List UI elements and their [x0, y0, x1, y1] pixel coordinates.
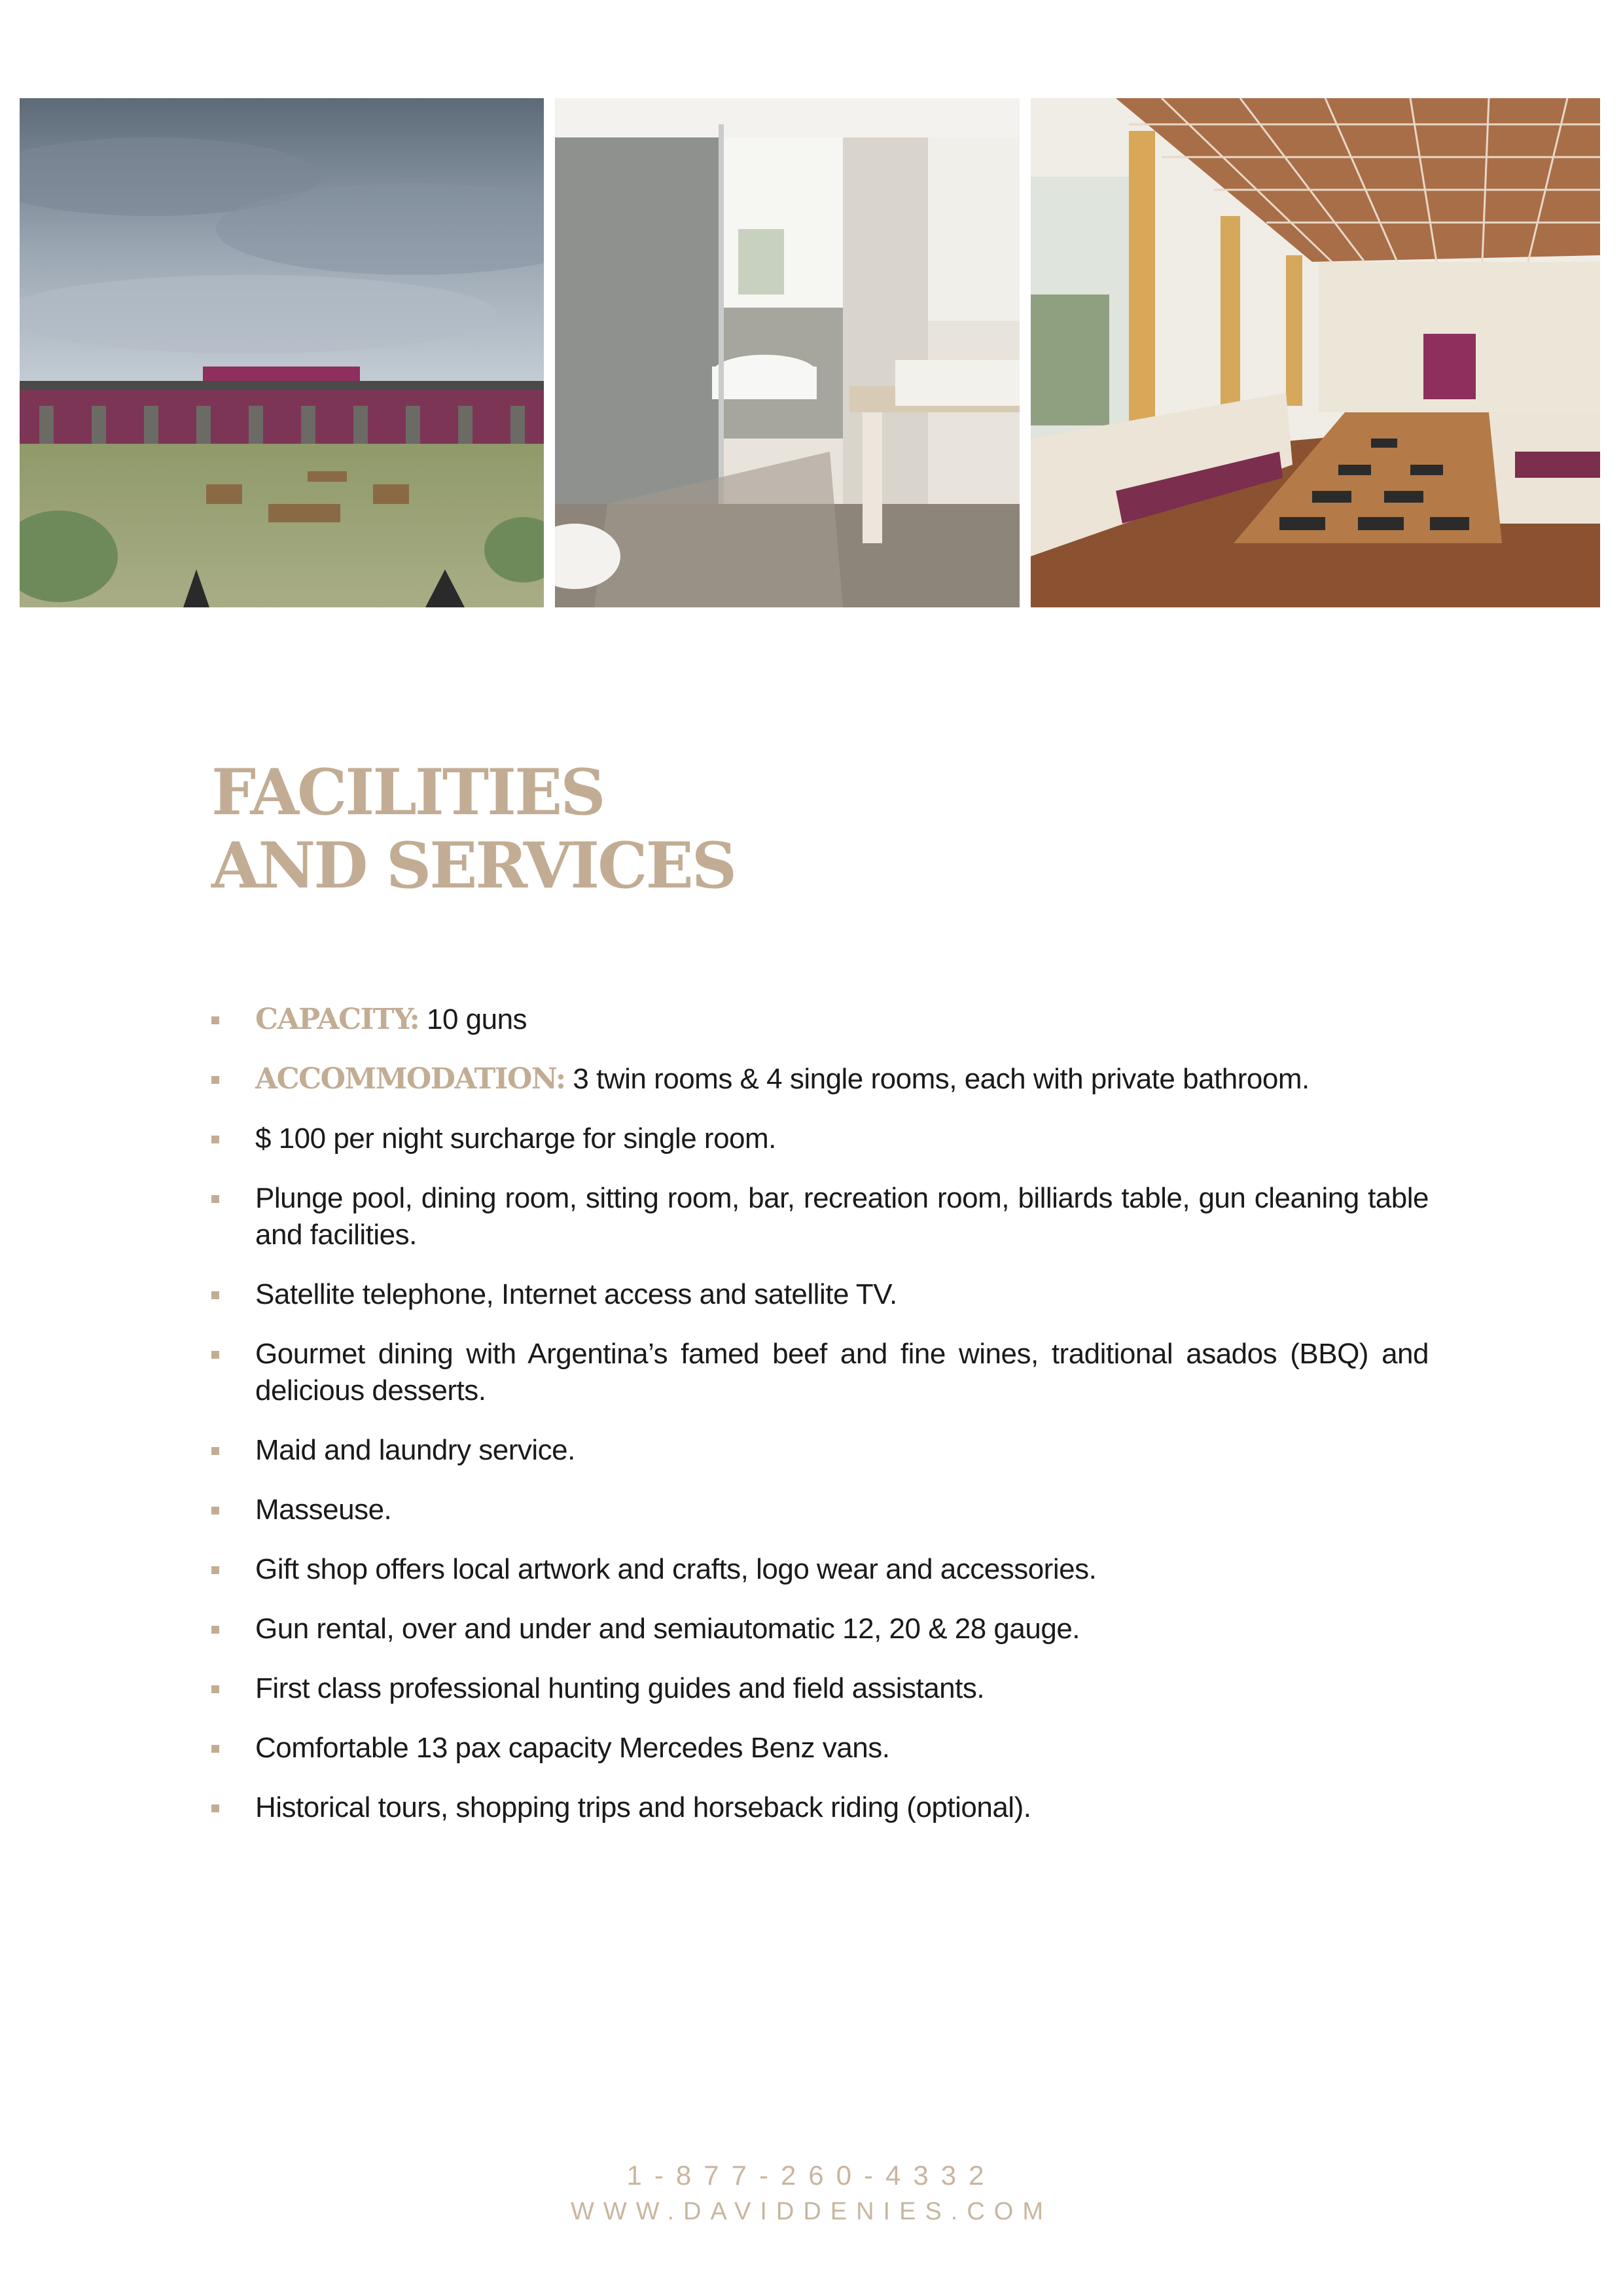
list-item	[211, 1789, 1429, 1826]
list-item	[211, 1336, 1429, 1409]
page-title	[211, 756, 735, 903]
bullet-icon	[211, 1136, 219, 1143]
feature-text: Gun rental, over and under and semiautomatic 12, 20 & 28 gauge.	[255, 1613, 1080, 1645]
bullet-icon	[211, 1076, 219, 1084]
feature-text: $ 100 per night surcharge for single room.	[255, 1122, 776, 1155]
photo-lodge-courtyard	[20, 98, 544, 607]
feature-text: Gift shop offers local artwork and crafts, logo wear and accessories.	[255, 1553, 1097, 1585]
photo-living-room	[1031, 98, 1600, 607]
list-item	[211, 1611, 1429, 1647]
photo-bathroom	[555, 98, 1020, 607]
bullet-icon	[211, 1507, 219, 1515]
features-list	[211, 1001, 1429, 1849]
feature-text: Plunge pool, dining room, sitting room, bar, recreation room, billiards table, gun cleaning table and facilities.	[255, 1182, 1429, 1251]
feature-text: Historical tours, shopping trips and horseback riding (optional).	[255, 1791, 1031, 1823]
list-item	[211, 1492, 1429, 1528]
bullet-icon	[211, 1291, 219, 1299]
bullet-icon	[211, 1804, 219, 1812]
feature-text: 3 twin rooms & 4 single rooms, each with private bathroom.	[565, 1063, 1310, 1095]
feature-text: Maid and laundry service.	[255, 1434, 575, 1466]
bullet-icon	[211, 1745, 219, 1753]
list-item	[211, 1551, 1429, 1588]
list-item	[211, 1180, 1429, 1253]
feature-text: Comfortable 13 pax capacity Mercedes Benz vans.	[255, 1732, 890, 1764]
feature-text: Gourmet dining with Argentina’s famed beef and fine wines, traditional asados (BBQ) and delicious desserts.	[255, 1338, 1429, 1407]
list-item	[211, 1121, 1429, 1157]
feature-text: 10 guns	[419, 1003, 527, 1035]
bullet-icon	[211, 1626, 219, 1634]
list-item	[211, 1276, 1429, 1313]
title-line-1: FACILITIES	[211, 755, 604, 829]
bullet-icon	[211, 1195, 219, 1203]
feature-text: Satellite telephone, Internet access and satellite TV.	[255, 1278, 897, 1310]
bullet-icon	[211, 1447, 219, 1455]
feature-label: CAPACITY:	[255, 1003, 419, 1036]
bullet-icon	[211, 1016, 219, 1024]
feature-text: Masseuse.	[255, 1494, 392, 1526]
feature-text: First class professional hunting guides and field assistants.	[255, 1672, 985, 1704]
title-line-2: AND SERVICES	[211, 829, 736, 903]
bullet-icon	[211, 1566, 219, 1574]
bullet-icon	[211, 1351, 219, 1359]
footer-website: WWW.DAVIDDENIES.COM	[570, 2198, 1053, 2225]
list-item	[211, 1730, 1429, 1767]
bullet-icon	[211, 1685, 219, 1693]
feature-label: ACCOMMODATION:	[255, 1062, 565, 1096]
list-item	[211, 1001, 1429, 1038]
list-item	[211, 1670, 1429, 1707]
list-item	[211, 1061, 1429, 1098]
list-item	[211, 1432, 1429, 1469]
footer-phone: 1-877-260-4332	[626, 2160, 997, 2191]
